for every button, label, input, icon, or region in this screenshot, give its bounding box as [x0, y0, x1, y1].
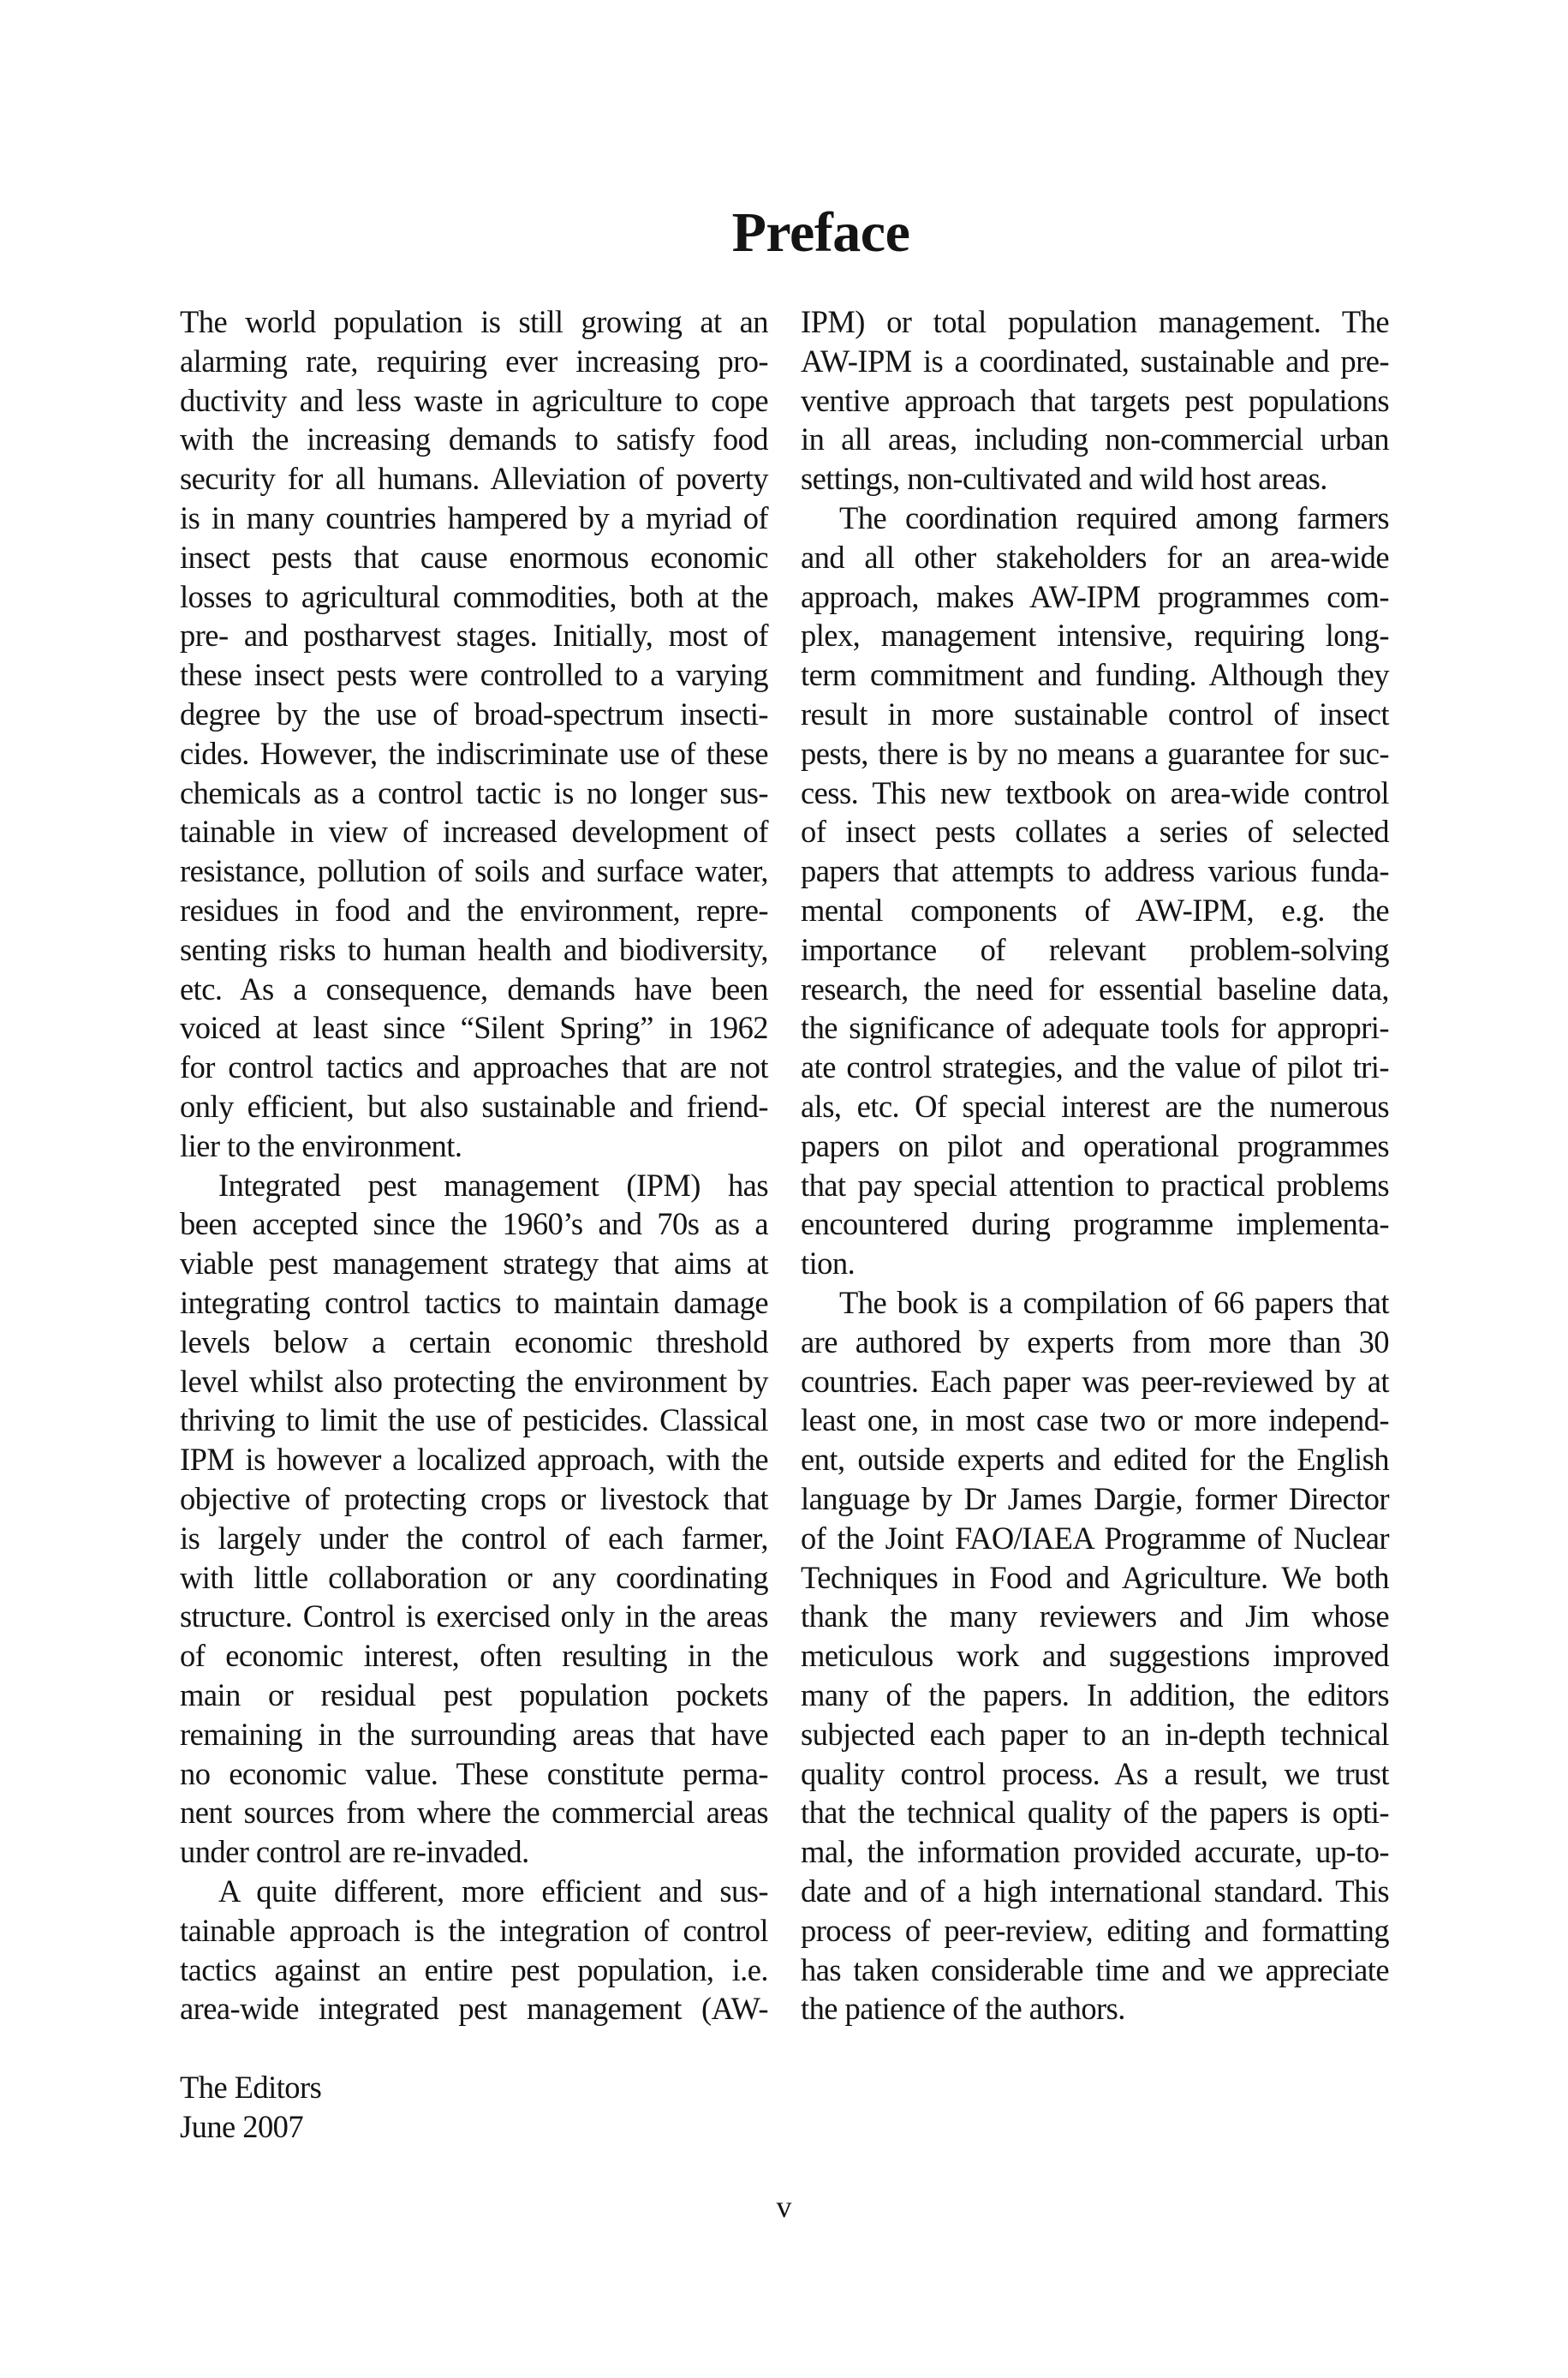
text-line: residues in food and the environment, repre- — [180, 893, 768, 928]
text-line: area-wide integrated pest management (AW- — [180, 1991, 768, 2027]
text-line: als, etc. Of special interest are the numerous — [801, 1089, 1389, 1124]
text-line: for control tactics and approaches that are not — [180, 1049, 768, 1085]
text-line: security for all humans. Alleviation of poverty — [180, 461, 768, 497]
text-line: approach, makes AW-IPM programmes com- — [801, 578, 1389, 614]
text-line: encountered during programme implementa- — [801, 1206, 1389, 1242]
text-line: pre- and postharvest stages. Initially, most of — [180, 618, 768, 654]
text-line: cides. However, the indiscriminate use of these — [180, 735, 768, 771]
text-line: senting risks to human health and biodiversity, — [180, 931, 768, 967]
page-title-text: Preface — [731, 201, 910, 264]
text-line: meticulous work and suggestions improved — [801, 1638, 1389, 1674]
text-line: language by Dr James Dargie, former Director — [801, 1481, 1389, 1516]
text-line: no economic value. These constitute perma- — [180, 1755, 768, 1791]
text-line: Integrated pest management (IPM) has — [218, 1167, 768, 1203]
text-line: under control are re-invaded. — [180, 1834, 529, 1870]
text-line: levels below a certain economic threshold — [180, 1323, 768, 1359]
text-line: tainable approach is the integration of control — [180, 1912, 768, 1948]
text-line: pests, there is by no means a guarantee for suc- — [801, 735, 1389, 771]
text-line: date and of a high international standard. This — [801, 1873, 1389, 1909]
text-line: many of the papers. In addition, the editors — [801, 1677, 1389, 1712]
text-line: The world population is still growing at an — [180, 304, 768, 339]
text-line: ent, outside experts and edited for the English — [801, 1442, 1389, 1478]
text-line: of the Joint FAO/IAEA Programme of Nuclear — [801, 1520, 1389, 1556]
text-line: tainable in view of increased development of — [180, 814, 768, 850]
text-line: ate control strategies, and the value of pilot tri- — [801, 1049, 1389, 1085]
text-line: research, the need for essential baseline data, — [801, 971, 1389, 1007]
page-number-text: v — [776, 2190, 792, 2224]
text-line: voiced at least since “Silent Spring” in 1962 — [180, 1010, 768, 1046]
text-line: nent sources from where the commercial areas — [180, 1795, 768, 1831]
text-line: tactics against an entire pest population, i.e. — [180, 1951, 768, 1987]
text-line: of economic interest, often resulting in the — [180, 1638, 768, 1674]
text-line: etc. As a consequence, demands have been — [180, 971, 768, 1007]
text-line: subjected each paper to an in-depth technical — [801, 1716, 1389, 1752]
text-line: has taken considerable time and we appreciate — [801, 1951, 1389, 1987]
text-line: thank the many reviewers and Jim whose — [801, 1598, 1389, 1634]
text-line: is in many countries hampered by a myriad of — [180, 500, 768, 535]
text-line: structure. Control is exercised only in the areas — [180, 1598, 768, 1634]
text-line: objective of protecting crops or livestock that — [180, 1481, 768, 1516]
text-line: quality control process. As a result, we trust — [801, 1755, 1389, 1791]
text-line: term commitment and funding. Although they — [801, 657, 1389, 693]
page-number — [0, 2187, 1568, 2226]
text-line: the patience of the authors. — [801, 1991, 1125, 2027]
page-title — [0, 199, 1568, 267]
text-line: remaining in the surrounding areas that have — [180, 1716, 768, 1752]
text-line: chemicals as a control tactic is no longer sus- — [180, 774, 768, 810]
text-line: tion. — [801, 1246, 856, 1282]
text-line: level whilst also protecting the environment by — [180, 1363, 768, 1399]
text-line: The book is a compilation of 66 papers that — [839, 1285, 1389, 1320]
text-line: countries. Each paper was peer-reviewed by at — [801, 1363, 1389, 1399]
text-line: IPM is however a localized approach, with the — [180, 1442, 768, 1478]
text-line: IPM) or total population management. The — [801, 304, 1389, 339]
text-line: lier to the environment. — [180, 1127, 462, 1163]
signoff-date: June 2007 — [180, 2109, 304, 2144]
text-line: A quite different, more efficient and sus- — [218, 1873, 768, 1909]
text-line: with little collaboration or any coordinating — [180, 1559, 768, 1595]
text-line: losses to agricultural commodities, both at the — [180, 578, 768, 614]
text-line: viable pest management strategy that aims at — [180, 1246, 768, 1282]
text-line: only efficient, but also sustainable and friend- — [180, 1089, 768, 1124]
text-line: cess. This new textbook on area-wide control — [801, 774, 1389, 810]
text-line: and all other stakeholders for an area-wide — [801, 539, 1389, 575]
text-line: degree by the use of broad-spectrum insecti- — [180, 696, 768, 732]
text-line: the significance of adequate tools for appropri- — [801, 1010, 1389, 1046]
text-line: alarming rate, requiring ever increasing pro- — [180, 343, 768, 379]
text-line: that the technical quality of the papers is opti- — [801, 1795, 1389, 1831]
text-line: in all areas, including non-commercial urban — [801, 421, 1389, 457]
text-line: process of peer-review, editing and formatting — [801, 1912, 1389, 1948]
text-line: ventive approach that targets pest populations — [801, 382, 1389, 418]
text-line: with the increasing demands to satisfy food — [180, 421, 768, 457]
text-line: been accepted since the 1960’s and 70s as a — [180, 1206, 768, 1242]
text-line: importance of relevant problem-solving — [801, 931, 1389, 967]
text-line: result in more sustainable control of insect — [801, 696, 1389, 732]
text-line: thriving to limit the use of pesticides. Classical — [180, 1402, 768, 1438]
text-line: settings, non-cultivated and wild host areas. — [801, 461, 1327, 497]
text-line: of insect pests collates a series of selected — [801, 814, 1389, 850]
text-line: The coordination required among farmers — [839, 500, 1389, 535]
text-line: ductivity and less waste in agriculture to cope — [180, 382, 768, 418]
text-line: mal, the information provided accurate, up-to- — [801, 1834, 1389, 1870]
text-line: is largely under the control of each farmer, — [180, 1520, 768, 1556]
text-line: Techniques in Food and Agriculture. We both — [801, 1559, 1389, 1595]
text-line: papers on pilot and operational programmes — [801, 1127, 1389, 1163]
text-line: mental components of AW-IPM, e.g. the — [801, 893, 1389, 928]
text-line: main or residual pest population pockets — [180, 1677, 768, 1712]
text-line: are authored by experts from more than 30 — [801, 1323, 1389, 1359]
text-line: AW-IPM is a coordinated, sustainable and pre- — [801, 343, 1389, 379]
text-line: these insect pests were controlled to a varying — [180, 657, 768, 693]
signoff-author: The Editors — [180, 2070, 322, 2105]
text-line: resistance, pollution of soils and surface water, — [180, 853, 768, 889]
text-line: least one, in most case two or more independ- — [801, 1402, 1389, 1438]
text-line: plex, management intensive, requiring long- — [801, 618, 1389, 654]
text-line: papers that attempts to address various funda- — [801, 853, 1389, 889]
text-line: insect pests that cause enormous economic — [180, 539, 768, 575]
text-line: that pay special attention to practical problems — [801, 1167, 1389, 1203]
text-line: integrating control tactics to maintain damage — [180, 1285, 768, 1320]
